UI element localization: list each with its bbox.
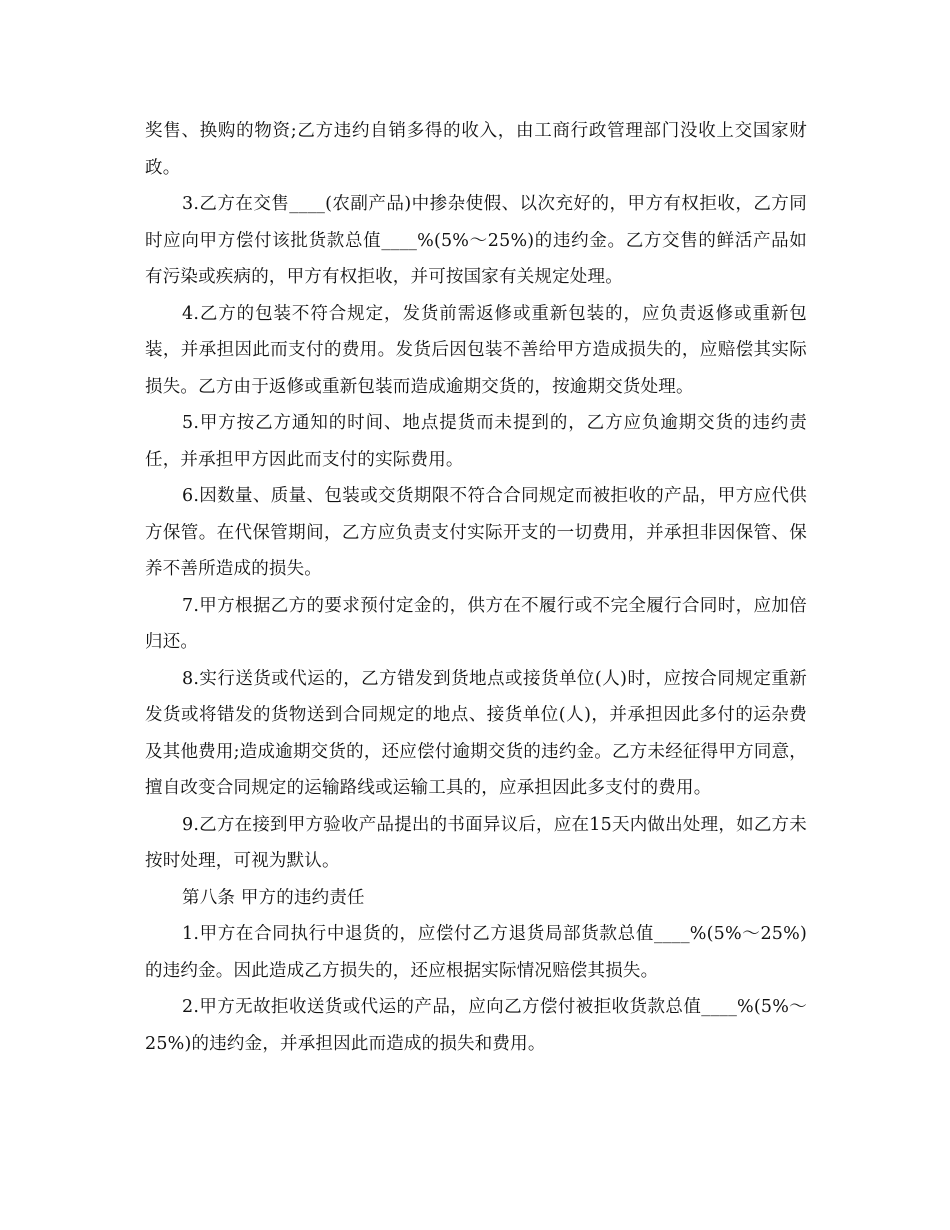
- section-heading-article-8: 第八条 甲方的违约责任: [182, 887, 365, 908]
- paragraph-clause-9: 9.乙方在接到甲方验收产品提出的书面异议后，应在15天内做出处理，如乙方未按时处理，可视为默认。: [145, 814, 807, 871]
- paragraph-clause-4: 4.乙方的包装不符合规定，发货前需返修或重新包装的，应负责返修或重新包装，并承担因此而支付的费用。发货后因包装不善给甲方造成损失的，应赔偿其实际损失。乙方由于返修或重新包装而造成逾期交货的，按逾期交货处理。: [145, 303, 807, 397]
- document-page: [145, 113, 807, 1062]
- paragraph-clause-3: 3.乙方在交售____(农副产品)中掺杂使假、以次充好的，甲方有权拒收，乙方同时应向甲方偿付该批货款总值____%(5%～25%)的违约金。乙方交售的鲜活产品如有污染或疾病的，甲方有权拒收，并可按国家有关规定处理。: [145, 194, 807, 287]
- paragraph-article-8-clause-1: 1.甲方在合同执行中退货的，应偿付乙方退货局部货款总值____%(5%～25%)的违约金。因此造成乙方损失的，还应根据实际情况赔偿其损失。: [145, 924, 807, 981]
- paragraph-continuation: 奖售、换购的物资;乙方违约自销多得的收入，由工商行政管理部门没收上交国家财政。: [145, 121, 807, 178]
- paragraph-clause-7: 7.甲方根据乙方的要求预付定金的，供方在不履行或不完全履行合同时，应加倍归还。: [145, 595, 807, 652]
- paragraph-clause-5: 5.甲方按乙方通知的时间、地点提货而未提到的，乙方应负逾期交货的违约责任，并承担甲方因此而支付的实际费用。: [145, 413, 807, 470]
- paragraph-article-8-clause-2: 2.甲方无故拒收送货或代运的产品，应向乙方偿付被拒收货款总值____%(5%～25%)的违约金，并承担因此而造成的损失和费用。: [145, 997, 807, 1054]
- paragraph-clause-8: 8.实行送货或代运的，乙方错发到货地点或接货单位(人)时，应按合同规定重新发货或将错发的货物送到合同规定的地点、接货单位(人)，并承担因此多付的运杂费及其他费用;造成逾期交货的，还应偿付逾期交货的违约金。乙方未经征得甲方同意，擅自改变合同规定的运输路线或运输工具的，应承担因此多支付的费用。: [145, 668, 807, 798]
- paragraph-clause-6: 6.因数量、质量、包装或交货期限不符合合同规定而被拒收的产品，甲方应代供方保管。在代保管期间，乙方应负责支付实际开支的一切费用，并承担非因保管、保养不善所造成的损失。: [145, 486, 807, 579]
